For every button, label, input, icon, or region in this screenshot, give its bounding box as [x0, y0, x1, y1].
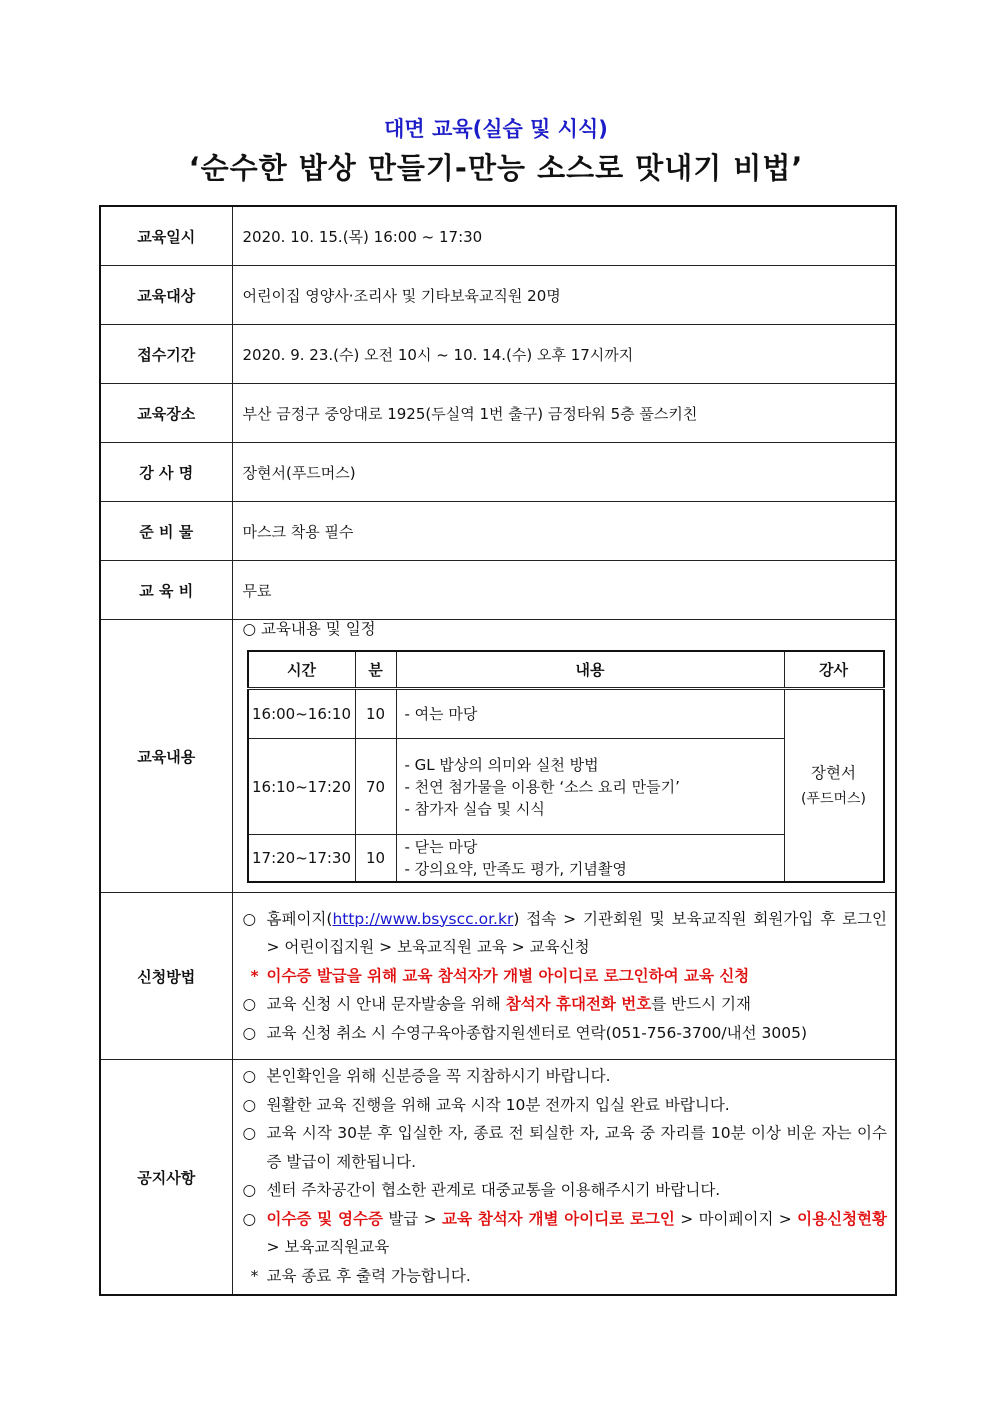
schedule-header-time: 시간: [248, 651, 356, 689]
info-row-date: [100, 206, 896, 266]
circle-bullet-icon: ○: [242, 1209, 257, 1228]
schedule-item: - 닫는 마당: [404, 838, 478, 856]
schedule-content: [396, 689, 784, 739]
content-row: [100, 620, 896, 893]
document-title: ‘순수한 밥상 만들기-만능 소스로 맛내기 비법’: [188, 151, 804, 185]
schedule-item: - 천연 첨가물을 이용한 ‘소스 요리 만들기’: [404, 777, 680, 796]
info-value: 장현서(푸드머스): [232, 443, 896, 502]
info-label: 교 육 비: [100, 561, 232, 620]
info-value: 무료: [232, 561, 896, 620]
homepage-link[interactable]: http://www.bsyscc.or.kr: [332, 909, 514, 928]
notice-item: [243, 1091, 888, 1120]
schedule-minutes: 70: [355, 739, 396, 835]
info-row-place: [100, 384, 896, 443]
schedule-minutes: 10: [355, 689, 396, 739]
circle-bullet-icon: ○: [242, 1124, 257, 1142]
info-label: 교육대상: [100, 266, 232, 325]
schedule-minutes: 10: [355, 835, 396, 883]
circle-bullet-icon: ○: [242, 1023, 257, 1042]
info-table: [99, 205, 897, 1296]
schedule-header-instructor: 강사: [784, 651, 884, 689]
apply-item: [243, 990, 888, 1019]
info-value: 2020. 9. 23.(수) 오전 10시 ~ 10. 14.(수) 오후 17시까지: [232, 325, 896, 384]
info-row-fee: [100, 561, 896, 620]
instructor-name: 장현서: [811, 763, 856, 782]
notice-text: 발급 >: [382, 1209, 442, 1228]
info-label: 교육일시: [100, 206, 232, 266]
content-cell: [232, 620, 896, 893]
schedule-time: 16:00~16:10: [248, 689, 356, 739]
apply-item: [243, 1019, 888, 1048]
asterisk-icon: *: [250, 1266, 259, 1285]
circle-bullet-icon: ○: [242, 995, 257, 1014]
apply-cell: [232, 893, 896, 1060]
info-row-target: [100, 266, 896, 325]
notice-text: 센터 주차공간이 협소한 관계로 대중교통을 이용해주시기 바랍니다.: [266, 1181, 721, 1199]
notice-item: [243, 1205, 888, 1262]
notice-text-emphasis: 이용신청현황: [797, 1209, 887, 1228]
schedule-item: - 여는 마당: [404, 705, 478, 723]
schedule-item: - 참가자 실습 및 시식: [404, 799, 545, 818]
info-row-instructor: [100, 443, 896, 502]
notice-text: 원활한 교육 진행을 위해 교육 시작 10분 전까지 입실 완료 바랍니다.: [266, 1095, 730, 1114]
notice-cell: [232, 1060, 896, 1296]
content-label: 교육내용: [100, 620, 232, 893]
apply-text: 이수증 발급을 위해 교육 참석자가 개별 아이디로 로그인하여 교육 신청: [266, 966, 750, 985]
schedule-header-content: 내용: [396, 651, 784, 689]
notice-text-emphasis: 교육 참석자 개별 아이디로 로그인: [441, 1209, 675, 1228]
apply-text: 를 반드시 기재: [651, 995, 751, 1014]
circle-bullet-icon: ○: [242, 1181, 257, 1199]
info-row-supplies: [100, 502, 896, 561]
notice-label: 공지사항: [100, 1060, 232, 1296]
circle-bullet-icon: ○: [242, 909, 257, 928]
info-label: 강 사 명: [100, 443, 232, 502]
notice-text: > 마이페이지 >: [674, 1209, 798, 1228]
circle-bullet-icon: ○: [242, 1067, 257, 1085]
apply-item-warning: [243, 962, 888, 991]
info-value: 어린이집 영양사·조리사 및 기타보육교직원 20명: [232, 266, 896, 325]
circle-bullet-icon: ○: [242, 620, 257, 638]
content-intro: [233, 620, 896, 650]
notice-text-emphasis: 이수증 및 영수증: [266, 1209, 383, 1228]
schedule-time: 17:20~17:30: [248, 835, 356, 883]
notice-row: [100, 1060, 896, 1296]
apply-text: 교육 신청 시 안내 문자발송을 위해: [266, 995, 506, 1014]
notice-text: 본인확인을 위해 신분증을 꼭 지참하시기 바랍니다.: [266, 1067, 611, 1085]
schedule-content: [396, 739, 784, 835]
schedule-table: [247, 650, 885, 883]
asterisk-icon: *: [250, 966, 259, 985]
apply-text: 교육 신청 취소 시 수영구육아종합지원센터로 연락(051-756-3700/내선 3005): [266, 1023, 808, 1042]
notice-text: 교육 시작 30분 후 입실한 자, 종료 전 퇴실한 자, 교육 중 자리를 10분 이상 비운 자는 이수증 발급이 제한됩니다.: [266, 1124, 887, 1171]
info-label: 준 비 물: [100, 502, 232, 561]
apply-label: 신청방법: [100, 893, 232, 1060]
info-value: 마스크 착용 필수: [232, 502, 896, 561]
notice-item-footnote: [243, 1262, 888, 1291]
schedule-instructor: [784, 689, 884, 883]
notice-text: > 보육교직원교육: [266, 1238, 390, 1256]
schedule-item: - 강의요약, 만족도 평가, 기념촬영: [404, 860, 627, 878]
info-value: 부산 금정구 중앙대로 1925(두실역 1번 출구) 금정타워 5층 풀스키친: [232, 384, 896, 443]
info-value: 2020. 10. 15.(목) 16:00 ~ 17:30: [232, 206, 896, 266]
schedule-header-row: [248, 651, 884, 689]
schedule-header-minutes: 분: [355, 651, 396, 689]
apply-item: [243, 905, 888, 962]
apply-text: 홈페이지(: [266, 909, 333, 928]
schedule-row: [248, 689, 884, 739]
notice-item: [243, 1062, 888, 1091]
apply-text: ) 접속 > 기관회원 및 보육교직원 회원가입 후 로그인 > 어린이집지원 > 보육교직원 교육 > 교육신청: [266, 909, 887, 957]
notice-item: [243, 1119, 888, 1176]
schedule-item: - GL 밥상의 의미와 실천 방법: [404, 755, 599, 774]
circle-bullet-icon: ○: [242, 1095, 257, 1114]
info-row-period: [100, 325, 896, 384]
instructor-org: (푸드머스): [800, 790, 867, 807]
schedule-content: [396, 835, 784, 883]
content-intro-text: 교육내용 및 일정: [260, 620, 376, 638]
notice-item: [243, 1176, 888, 1205]
info-label: 접수기간: [100, 325, 232, 384]
notice-text: 교육 종료 후 출력 가능합니다.: [266, 1266, 471, 1285]
document-subtitle: 대면 교육(실습 및 시식): [384, 117, 608, 141]
info-label: 교육장소: [100, 384, 232, 443]
schedule-time: 16:10~17:20: [248, 739, 356, 835]
apply-text-emphasis: 참석자 휴대전화 번호: [505, 995, 652, 1014]
apply-row: [100, 893, 896, 1060]
